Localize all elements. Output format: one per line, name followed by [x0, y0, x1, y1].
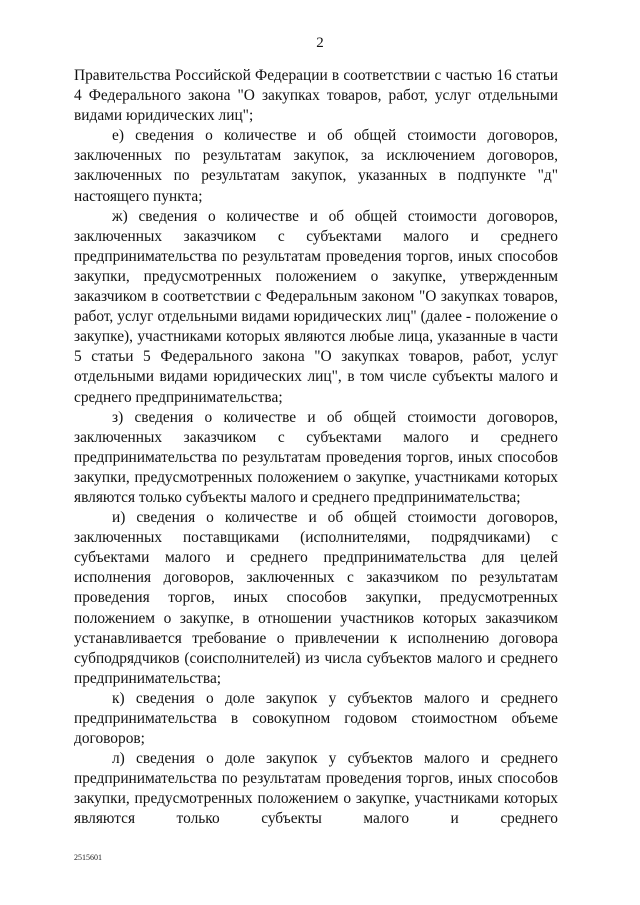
paragraph-item-l: л) сведения о доле закупок у субъектов малого и среднего предпринимательства по результатам проведения торгов, иных способов закупки, предусмотренных положением о закупке, участниками которых являются только субъекты малого и среднего [74, 750, 558, 828]
paragraph-item-zh: ж) сведения о количестве и об общей стоимости договоров, заключенных заказчиком с субъектами малого и среднего предпринимательства по результатам проведения торгов, иных способов закупки, предусмотренных положением о закупке, утвержденным заказчиком в соответствии с Федеральным законом "О закупках товаров, работ, услуг отдельными видами юридических лиц" (далее - положение о закупке), участниками которых являются любые лица, указанные в части 5 статьи 5 Федерального закона "О закупках товаров, работ, услуг отдельными видами юридических лиц", в том числе субъекты малого и среднего предпринимательства; [74, 207, 558, 406]
document-code: 2515601 [74, 853, 102, 862]
paragraph-continuation: Правительства Российской Федерации в соответствии с частью 16 статьи 4 Федерального закона "О закупках товаров, работ, услуг отдельными видами юридических лиц"; [74, 67, 558, 125]
paragraph-item-e: е) сведения о количестве и об общей стоимости договоров, заключенных по результатам закупок, за исключением договоров, заключенных по результатам закупок, указанных в подпункте "д" настоящего пункта; [74, 127, 558, 205]
page-number: 2 [316, 35, 324, 51]
paragraph-item-k: к) сведения о доле закупок у субъектов малого и среднего предпринимательства в совокупном годовом стоимостном объеме договоров; [74, 689, 558, 748]
document-body [74, 66, 558, 830]
paragraph-item-z: з) сведения о количестве и об общей стоимости договоров, заключенных заказчиком с субъектами малого и среднего предпринимательства по результатам проведения торгов, иных способов закупки, предусмотренных положением о закупке, участниками которых являются только субъекты малого и среднего предпринимательства; [74, 408, 558, 506]
paragraph-item-i: и) сведения о количестве и об общей стоимости договоров, заключенных поставщиками (исполнителями, подрядчиками) с субъектами малого и среднего предпринимательства для целей исполнения договоров, заключенных с заказчиком по результатам проведения торгов, иных способов закупки, предусмотренных положением о закупке, в отношении участников которых заказчиком устанавливается требование о привлечении к исполнению договора субподрядчиков (соисполнителей) из числа субъектов малого и среднего предпринимательства; [74, 509, 558, 687]
